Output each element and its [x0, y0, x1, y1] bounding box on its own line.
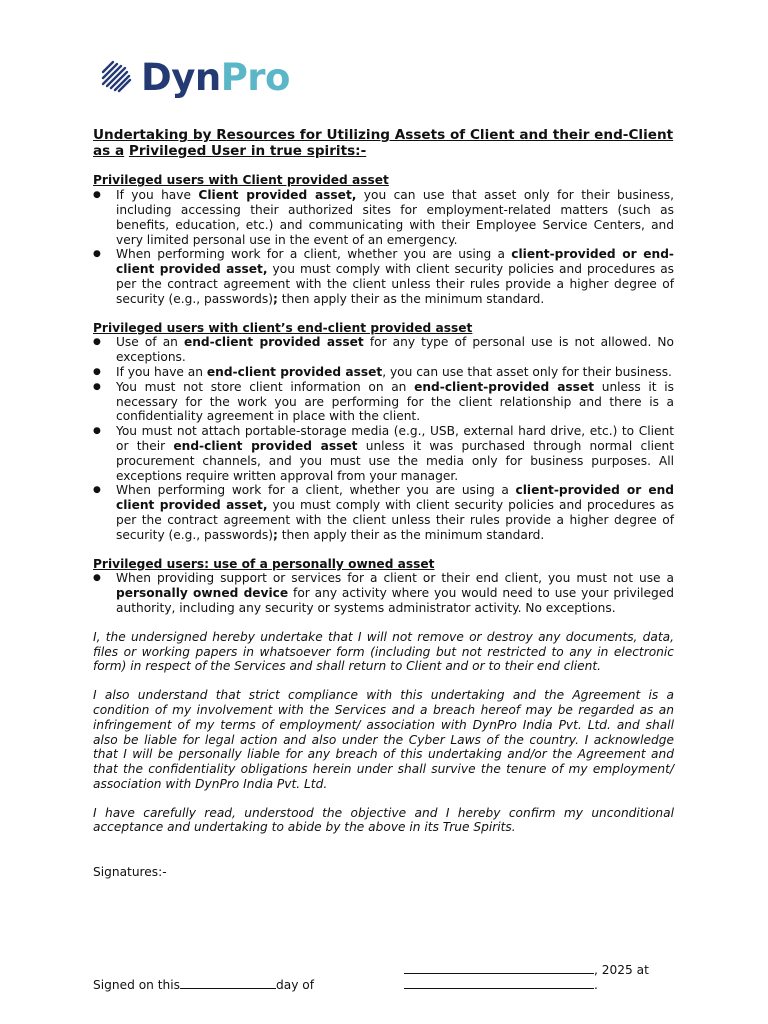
date-line — [404, 963, 649, 977]
bullet-list — [93, 188, 674, 306]
bullet-list — [93, 571, 674, 615]
company-logo — [99, 56, 290, 100]
document-title — [93, 127, 674, 159]
section-heading: Privileged users with Client provided asset — [93, 173, 389, 188]
signed-on-line — [93, 978, 314, 992]
bullet-item: ● Use of an end-client provided asset for any type of personal use is not allowed. No exceptions. — [93, 335, 674, 365]
year-text: , 2025 at — [594, 963, 649, 977]
bullet-item: ● When performing work for a client, whether you are using a client-provided or end-client provided asset, you must comply with client security policies and procedures as per the contract agreement with the client unless their rules provide a higher degree of security (e.g., passwords); then apply their as the minimum standard. — [93, 247, 674, 306]
signatures-label: Signatures:- — [93, 865, 167, 880]
title-part-1: Undertaking by Resources for Utilizing Assets of Client and their end-Client as a — [93, 127, 674, 160]
bullet-item: ● If you have an end-client provided asset, you can use that asset only for their business. — [93, 365, 674, 380]
title-part-2: Privileged User in true spirits:- — [128, 143, 367, 160]
logo-wordmark: DynPro — [141, 56, 290, 99]
bullet-item: ● You must not store client information on an end-client-provided asset unless it is necessary for the work you are performing for the client relationship and there is a confidentiality agreement in place with the client. — [93, 380, 674, 424]
end-mark: . — [594, 978, 598, 992]
place-line — [404, 978, 598, 992]
signature-block — [93, 865, 674, 880]
bullet-list — [93, 335, 674, 542]
dynpro-logo-icon — [99, 58, 135, 98]
bullet-item: ● When performing work for a client, whether you are using a client-provided or end client provided asset, you must comply with client security policies and procedures as per the contract agreement with the client unless their rules provide a higher degree of security (e.g., passwords); then apply their as the minimum standard. — [93, 483, 674, 542]
document-body — [93, 127, 674, 880]
date-blank[interactable] — [404, 973, 594, 974]
bullet-item: ● You must not attach portable-storage media (e.g., USB, external hard drive, etc.) to Client or their end-client provided asset unless it was purchased through normal client procurement channels, and you must use the media only for business purposes. All exceptions require written approval from your manager. — [93, 424, 674, 483]
day-of-label: day of — [276, 978, 315, 992]
undertaking-paragraph: I, the undersigned hereby undertake that I will not remove or destroy any documents, data, files or working papers in whatsoever form (including but not restricted to any in electronic form) in respect of the Services and shall return to Client and or to their end client. — [93, 629, 674, 674]
place-blank[interactable] — [404, 988, 594, 989]
signed-on-label: Signed on this — [93, 978, 180, 992]
undertaking-paragraph: I also understand that strict compliance with this undertaking and the Agreement is a condition of my involvement with the Services and a breach hereof may be regarded as an infringement of my terms of employment/ association with DynPro India Pvt. Ltd. and shall also be liable for legal action and also under the Cyber Laws of the country. I acknowledge that I will be personally liable for any breach of this undertaking and/or the Agreement and that the confidentiality obligations herein under shall survive the tenure of my employment/ association with DynPro India Pvt. Ltd. — [93, 688, 674, 791]
bullet-item: ● If you have Client provided asset, you can use that asset only for their business, including accessing their authorized sites for employment-related matters (such as benefits, education, etc.) and communicating with their Employee Service Centers, and very limited personal use in the event of an emergency. — [93, 188, 674, 247]
day-blank[interactable] — [180, 988, 276, 989]
policy-sections — [93, 173, 674, 615]
section-heading: Privileged users: use of a personally owned asset — [93, 556, 435, 571]
undertaking-paragraphs — [93, 630, 674, 836]
undertaking-paragraph: I have carefully read, understood the objective and I hereby confirm my unconditional acceptance and undertaking to abide by the above in its True Spirits. — [93, 805, 674, 835]
bullet-item: ● When providing support or services for a client or their end client, you must not use a personally owned device for any activity where you would need to use your privileged authority, including any security or systems administrator activity. No exceptions. — [93, 571, 674, 615]
section-heading: Privileged users with client’s end-client provided asset — [93, 320, 473, 335]
